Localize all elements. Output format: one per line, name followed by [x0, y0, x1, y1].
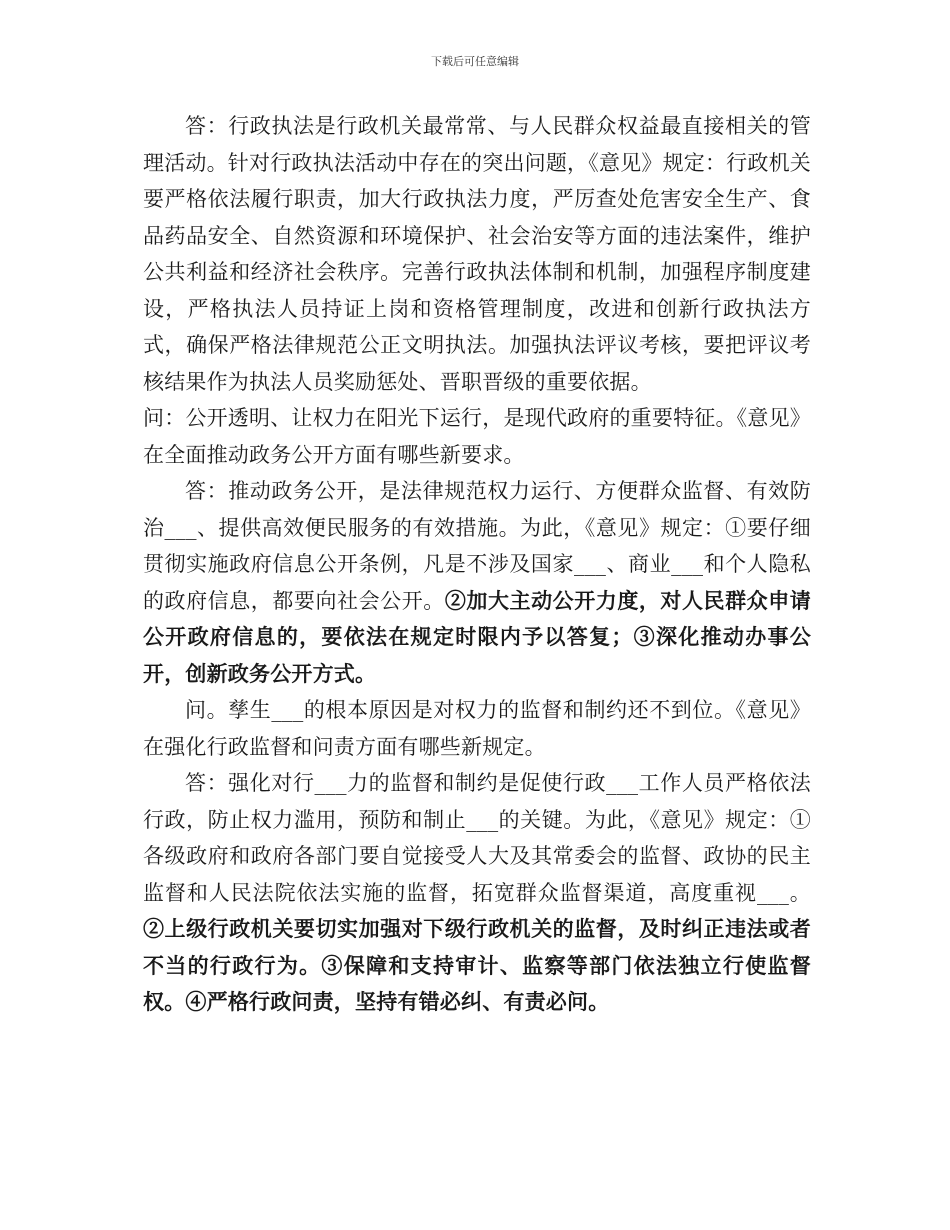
question-2-text: 问：公开透明、让权力在阳光下运行，是现代政府的重要特征。《意见》在全面推动政务公开方面有哪些新要求。	[143, 406, 811, 467]
paragraph-answer-3	[143, 765, 811, 1021]
document-body	[143, 108, 811, 1021]
paragraph-question-3	[143, 692, 811, 765]
paragraph-question-2	[143, 400, 811, 473]
answer-2-text: 答：推动政务公开，是法律规范权力运行、方便群众监督、有效防治___、提供高效便民服务的有效措施。为此，《意见》规定：①要仔细贯彻实施政府信息公开条例，凡是不涉及国家___、商业___和个人隐私的政府信息，都要向社会公开。	[143, 479, 811, 613]
paragraph-answer-2	[143, 473, 811, 692]
question-3-text: 问。孳生___的根本原因是对权力的监督和制约还不到位。《意见》在强化行政监督和问责方面有哪些新规定。	[143, 698, 811, 759]
answer-3-bold-text: ②上级行政机关要切实加强对下级行政机关的监督，及时纠正违法或者不当的行政行为。③保障和支持审计、监察等部门依法独立行使监督权。④严格行政问责，坚持有错必纠、有责必问。	[143, 916, 811, 1014]
paragraph-answer-1	[143, 108, 811, 400]
answer-3-text: 答：强化对行___力的监督和制约是促使行政___工作人员严格依法行政，防止权力滥用，预防和制止___的关键。为此，《意见》规定：①各级政府和政府各部门要自觉接受人大及其常委会的监督、政协的民主监督和人民法院依法实施的监督，拓宽群众监督渠道，高度重视___。	[143, 771, 811, 905]
answer-2-bold-text: ②加大主动公开力度，对人民群众申请公开政府信息的，要依法在规定时限内予以答复；③深化推动办事公开，创新政务公开方式。	[143, 587, 811, 686]
answer-1-text: 答：行政执法是行政机关最常常、与人民群众权益最直接相关的管理活动。针对行政执法活动中存在的突出问题，《意见》规定：行政机关要严格依法履行职责，加大行政执法力度，严厉查处危害安全生产、食品药品安全、自然资源和环境保护、社会治安等方面的违法案件，维护公共利益和经济社会秩序。完善行政执法体制和机制，加强程序制度建设，严格执法人员持证上岗和资格管理制度，改进和创新行政执法方式，确保严格法律规范公正文明执法。加强执法评议考核，要把评议考核结果作为执法人员奖励惩处、晋职晋级的重要依据。	[143, 114, 811, 394]
page-header: 下载后可任意编辑	[431, 55, 519, 68]
